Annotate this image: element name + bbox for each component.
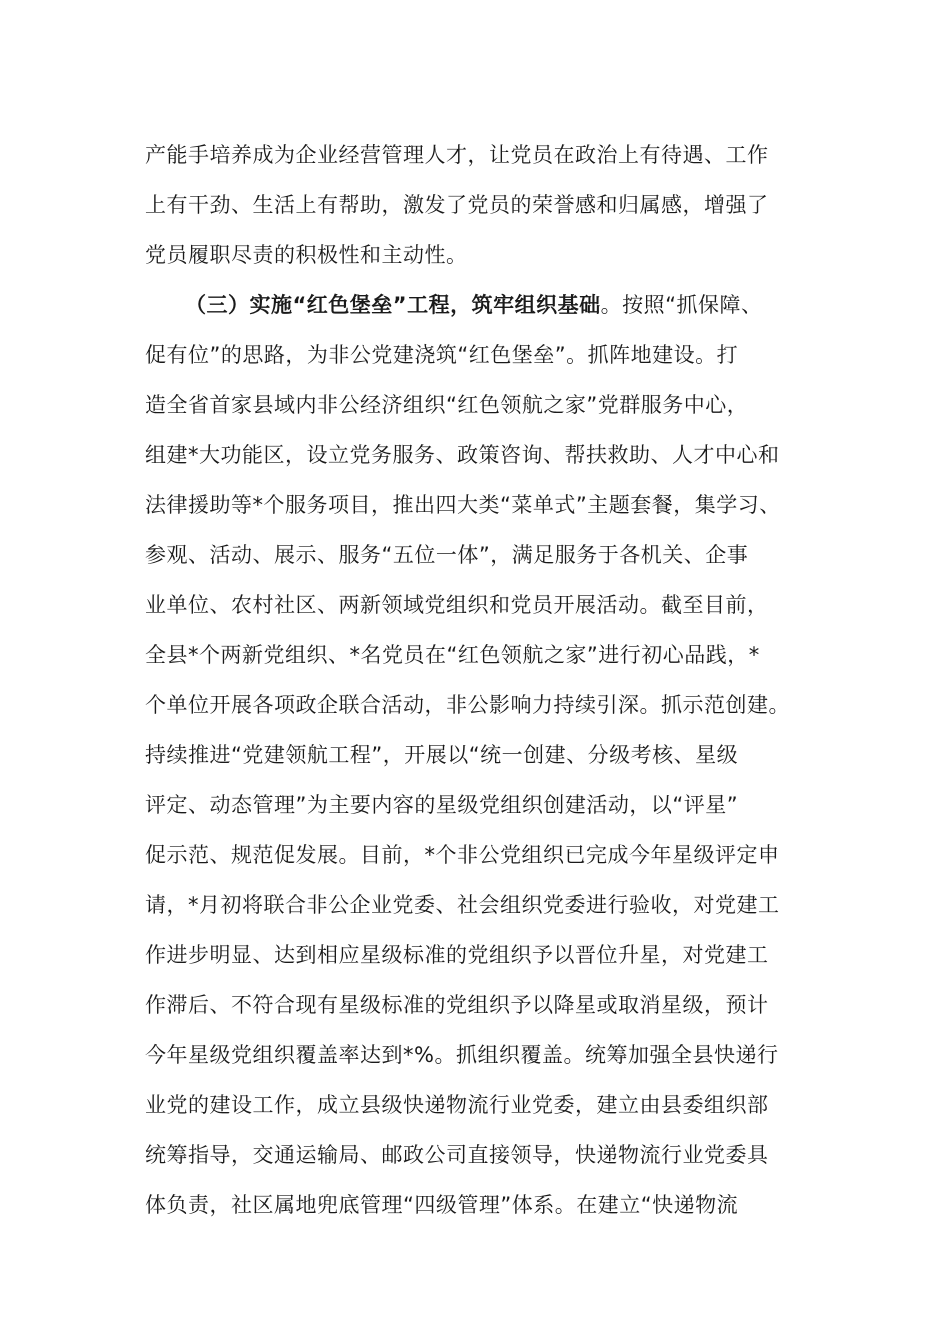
text-line-3: 党员履职尽责的积极性和主动性。 — [145, 243, 468, 267]
text-line-16: 请，*月初将联合非公企业党委、社会组织党委进行验收，对党建工 — [145, 893, 780, 917]
text-line-2: 上有干劲、生活上有帮助，激发了党员的荣誉感和归属感，增强了 — [145, 193, 769, 217]
text-line-8: 法律援助等*个服务项目，推出四大类“菜单式”主题套餐，集学习、 — [145, 493, 781, 517]
text-line-18: 作滞后、不符合现有星级标准的党组织予以降星或取消星级，预计 — [145, 993, 769, 1017]
text-line-11: 全县*个两新党组织、*名党员在“红色领航之家”进行初心品践，* — [145, 643, 760, 667]
text-line-12: 个单位开展各项政企联合活动，非公影响力持续引深。抓示范创建。 — [145, 693, 790, 717]
section-heading: （三）实施“红色堡垒”工程，筑牢组织基础 — [185, 293, 601, 317]
text-line-15: 促示范、规范促发展。目前，*个非公党组织已完成今年星级评定申 — [145, 843, 780, 867]
text-line-13: 持续推进“党建领航工程”，开展以“统一创建、分级考核、星级 — [145, 743, 739, 767]
body-text — [145, 130, 815, 1230]
text-line-1: 产能手培养成为企业经营管理人才，让党员在政治上有待遇、工作 — [145, 143, 769, 167]
section-heading-line — [145, 280, 815, 330]
text-line-9: 参观、活动、展示、服务“五位一体”，满足服务于各机关、企事 — [145, 543, 749, 567]
text-line-7: 组建*大功能区，设立党务服务、政策咨询、帮扶救助、人才中心和 — [145, 443, 780, 467]
text-line-14: 评定、动态管理”为主要内容的星级党组织创建活动，以“评星” — [145, 793, 739, 817]
text-line-20: 业党的建设工作，成立县级快递物流行业党委，建立由县委组织部 — [145, 1093, 769, 1117]
text-line-22: 体负责，社区属地兜底管理“四级管理”体系。在建立“快递物流 — [145, 1193, 739, 1217]
text-line-17: 作进步明显、达到相应星级标准的党组织予以晋位升星，对党建工 — [145, 943, 769, 967]
section-heading-continuation: 。按照“抓保障、 — [600, 293, 763, 317]
text-line-10: 业单位、农村社区、两新领域党组织和党员开展活动。截至目前， — [145, 593, 769, 617]
text-line-21: 统筹指导，交通运输局、邮政公司直接领导，快递物流行业党委具 — [145, 1143, 769, 1167]
text-line-6: 造全省首家县域内非公经济组织“红色领航之家”党群服务中心， — [145, 393, 749, 417]
text-line-5: 促有位”的思路，为非公党建浇筑“红色堡垒”。抓阵地建设。打 — [145, 343, 739, 367]
text-line-19: 今年星级党组织覆盖率达到*%。抓组织覆盖。统筹加强全县快递行 — [145, 1043, 779, 1067]
